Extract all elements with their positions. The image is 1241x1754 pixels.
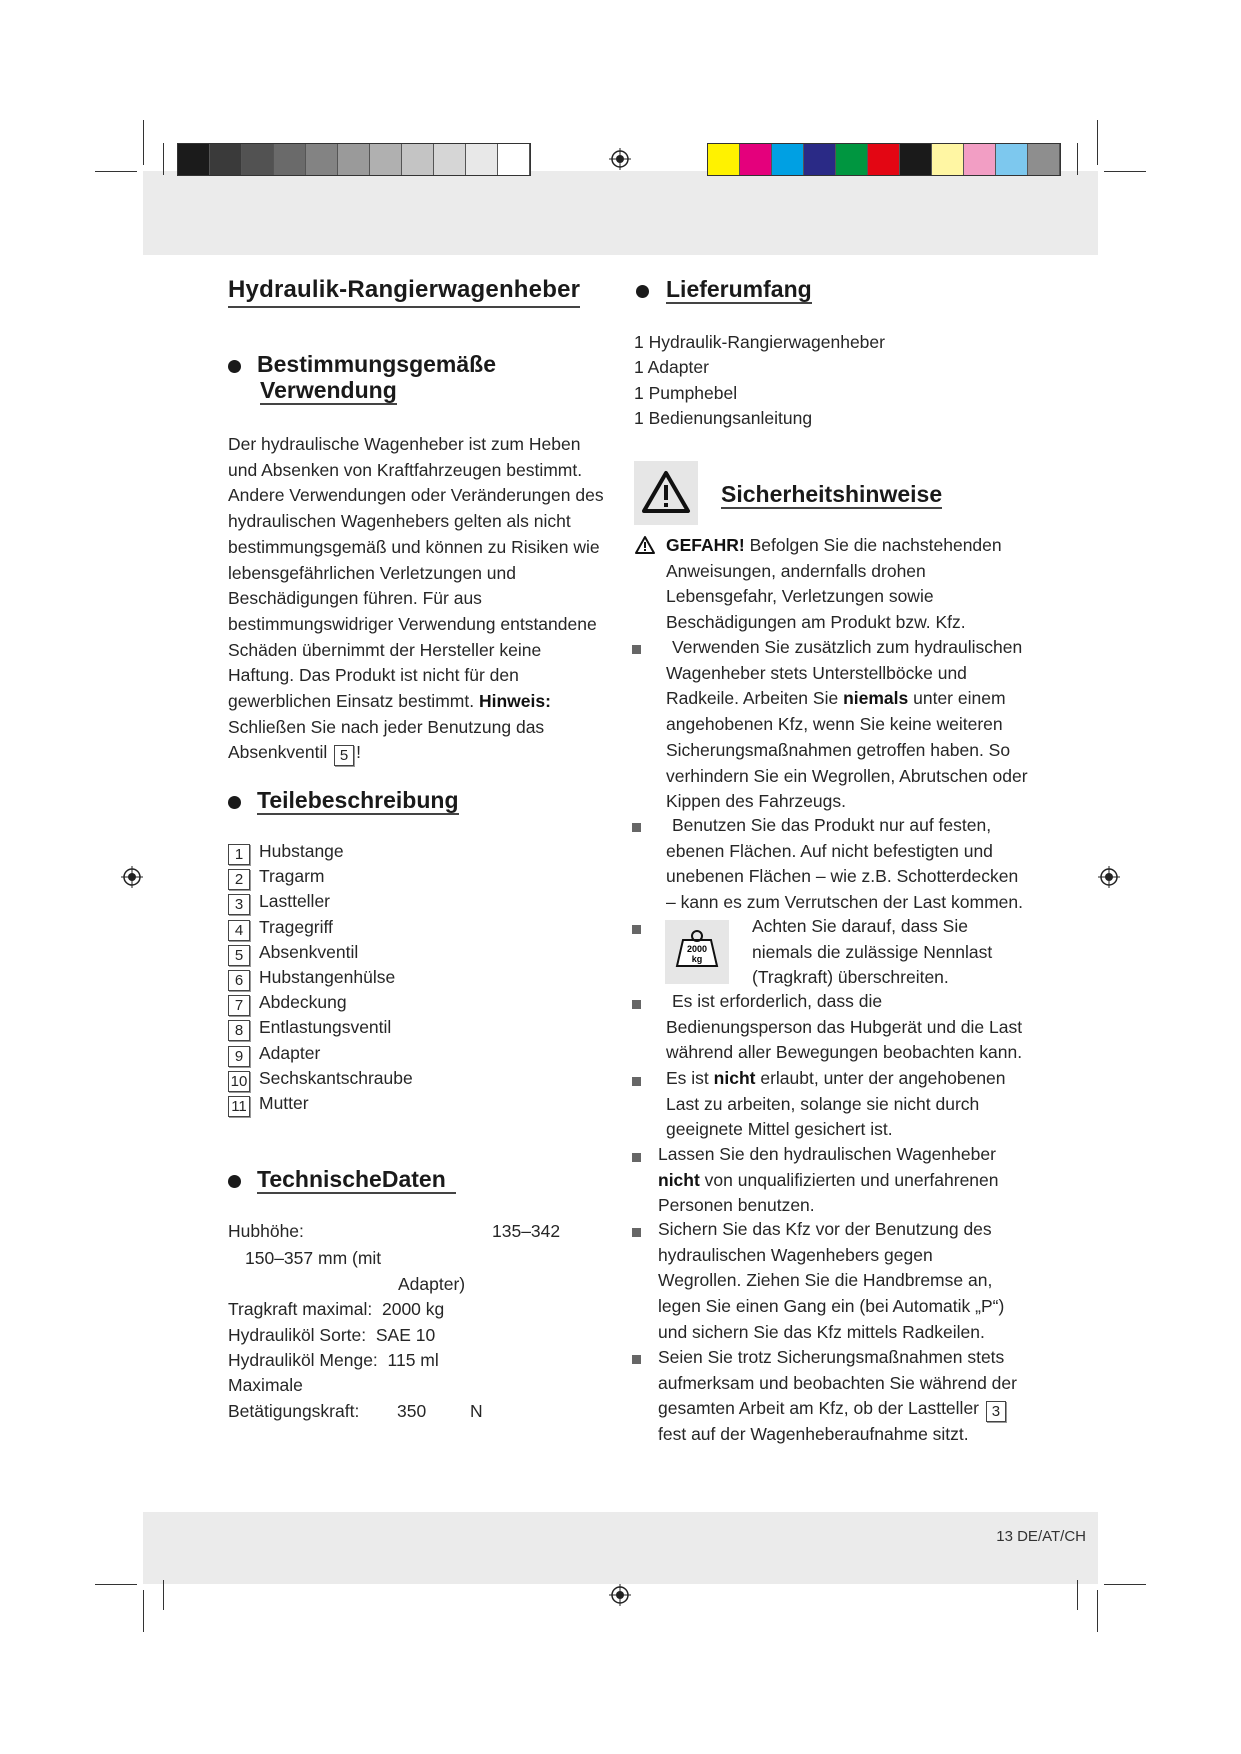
part-item [228, 864, 588, 889]
b6-text-b: von unqualifizierten und unerfahrenen Personen benutzen. [658, 1169, 999, 1216]
part-label: Lastteller [259, 891, 331, 912]
color-swatch [996, 144, 1028, 175]
crop-mark [143, 120, 144, 165]
tech-oil-type-label: Hydrauliköl Sorte: [228, 1325, 367, 1345]
delivery-list [634, 330, 885, 431]
b8-text-b: fest auf der Wagenheberaufnahme sitzt. [658, 1424, 969, 1445]
registration-mark-icon [609, 148, 631, 170]
safety-bullet-1 [666, 635, 1030, 815]
gray-swatch [434, 144, 466, 175]
part-label: Absenkventil [259, 941, 359, 962]
part-number-box: 9 [228, 1046, 250, 1067]
usage-paragraph [228, 432, 608, 766]
color-swatch [1028, 144, 1060, 175]
b8-text-a: Seien Sie trotz Sicherungsmaßnahmen stets aufmerksam und beobachten Sie während der gesamten Arbeit am Kfz, ob der Lastteller [658, 1347, 1017, 1419]
color-swatch [708, 144, 740, 175]
crop-mark [1097, 1590, 1098, 1632]
gray-swatch [306, 144, 338, 175]
bullet-square-icon [632, 1077, 641, 1086]
crop-mark [1097, 120, 1098, 165]
usage-heading-line1: Bestimmungsgemäße [257, 351, 497, 377]
section-bullet-icon [228, 796, 241, 809]
crop-mark [1104, 1584, 1146, 1585]
gray-swatch [338, 144, 370, 175]
bullet-square-icon [632, 1355, 641, 1364]
tech-force-unit: N [470, 1401, 483, 1421]
tech-oil-amount [228, 1348, 439, 1373]
part-label: Mutter [259, 1092, 309, 1113]
registration-mark-icon [121, 866, 143, 888]
part-number-box: 1 [228, 844, 250, 865]
part-number-box: 10 [228, 1071, 250, 1092]
safety-bullet-2: Benutzen Sie das Produkt nur auf festen, ebenen Flächen. Auf nicht befestigten und unebenen Flächen – wie z.B. Schotterdecken – kann es zum Verrutschen der Last kommen. [666, 815, 1023, 913]
crop-mark [1077, 1580, 1078, 1610]
top-gray-band [143, 171, 1098, 255]
part-item [228, 1091, 588, 1116]
part-label: Hubstangenhülse [259, 966, 396, 987]
warning-triangle-icon [634, 461, 698, 525]
delivery-heading-text: Lieferumfang [666, 276, 812, 302]
b1-bold: niemals [843, 688, 909, 709]
b1-text-b: unter einem angehobenen Kfz, wenn Sie keine weiteren Sicherungsmaßnahmen getroffen haben. So verhindern Sie ein Wegrollen, Abrutschen oder Kippen des Fahrzeugs. [666, 688, 1028, 812]
gray-swatch [402, 144, 434, 175]
danger-label: GEFAHR! [666, 535, 745, 555]
parts-heading [228, 787, 459, 815]
b6-bold: nicht [658, 1169, 700, 1190]
part-number-box: 2 [228, 869, 250, 890]
note-label: Hinweis: [478, 691, 551, 712]
part-item [228, 839, 588, 864]
b1-text-a: Verwenden Sie zusätzlich zum hydraulischen Wagenheber stets Unterstellböcke und Radkeile. Arbeiten Sie [666, 637, 1023, 709]
part-label: Tragegriff [259, 916, 333, 937]
crop-mark [143, 1590, 144, 1632]
tech-force-label-1: Maximale [228, 1375, 303, 1395]
b5-text-b: erlaubt, unter der angehobenen Last zu arbeiten, solange sie nicht durch geeignete Mittel gesichert ist. [666, 1068, 1006, 1140]
part-item [228, 915, 588, 940]
safety-bullet-6 [658, 1142, 1020, 1219]
weight-icon-value: 2000 [686, 944, 708, 954]
part-number-box: 11 [228, 1096, 250, 1117]
tech-hub-adapter-2: Adapter) [398, 1274, 466, 1294]
usage-heading-line2: Verwendung [260, 377, 397, 403]
part-item [228, 1015, 588, 1040]
crop-mark [95, 171, 137, 172]
grayscale-color-bar [177, 143, 531, 176]
gray-swatch [178, 144, 210, 175]
registration-mark-icon [1098, 866, 1120, 888]
part-label: Hubstange [259, 841, 344, 861]
color-swatch [772, 144, 804, 175]
section-bullet-icon [228, 360, 241, 373]
tech-heading-text: TechnischeDaten [257, 1166, 456, 1194]
delivery-item: 1 Bedienungsanleitung [634, 407, 813, 428]
parts-list [228, 839, 588, 1116]
usage-text: Der hydraulische Wagenheber ist zum Heben und Absenken von Kraftfahrzeugen bestimmt. Andere Verwendungen oder Veränderungen des hydraulischen Wagenhebers gelten als nicht bestimmungsgemäß und können zu Risiken wie lebensgefährlichen Verletzungen und Beschädigungen führen. Für aus bestimmungswidriger Verwendung entstandene Schäden übernimmt der Hersteller keine Haftung. Das Produkt ist nicht für den gewerblichen Einsatz bestimmt. [228, 434, 604, 712]
section-bullet-icon [228, 1175, 241, 1188]
process-color-bar [707, 143, 1061, 176]
safety-bullet-5 [666, 1066, 1026, 1143]
bottom-gray-band [143, 1512, 1098, 1584]
crop-mark [163, 1580, 164, 1610]
tech-hub-value: 135–342 [492, 1221, 561, 1241]
delivery-item: 1 Adapter [634, 357, 709, 378]
part-ref-box: 3 [986, 1401, 1006, 1422]
usage-heading [228, 351, 608, 405]
crop-mark [163, 143, 164, 175]
delivery-item: 1 Hydraulik-Rangierwagenheber [634, 332, 885, 352]
part-item [228, 889, 588, 914]
part-number-box: 3 [228, 894, 250, 915]
b6-text-a: Lassen Sie den hydraulischen Wagenheber [658, 1144, 996, 1164]
gray-swatch [370, 144, 402, 175]
bullet-square-icon [632, 925, 641, 934]
part-item [228, 990, 588, 1015]
part-item [228, 1041, 588, 1066]
part-label: Adapter [259, 1042, 321, 1063]
parts-heading-text: Teilebeschreibung [257, 787, 459, 813]
bullet-square-icon [632, 1153, 641, 1162]
part-number-box: 6 [228, 970, 250, 991]
b5-bold: nicht [713, 1068, 756, 1088]
part-item [228, 1066, 588, 1091]
part-label: Entlastungsventil [259, 1017, 392, 1038]
bullet-square-icon [632, 823, 641, 832]
delivery-heading [636, 276, 812, 304]
safety-bullet-4: Es ist erforderlich, dass die Bedienungsperson das Hubgerät und die Last während aller Bewegungen beobachten kann. [666, 991, 1023, 1063]
gray-swatch [498, 144, 530, 175]
safety-heading-text: Sicherheitshinweise [721, 481, 943, 507]
safety-bullet-8 [658, 1345, 1022, 1448]
part-number-box: 5 [228, 945, 250, 966]
danger-paragraph [666, 533, 1026, 636]
page-number: 13 DE/AT/CH [996, 1528, 1086, 1545]
part-label: Sechskantschraube [259, 1067, 413, 1088]
part-item [228, 940, 588, 965]
b5-text-a: Es ist [666, 1068, 714, 1088]
warning-icon-box [634, 461, 698, 525]
color-swatch [804, 144, 836, 175]
tech-load [228, 1297, 444, 1322]
page-title: Hydraulik-Rangierwagenheber [228, 276, 580, 308]
color-swatch [868, 144, 900, 175]
bullet-square-icon [632, 1000, 641, 1009]
bullet-square-icon [632, 1228, 641, 1237]
registration-mark-icon [609, 1584, 631, 1606]
tech-load-label: Tragkraft maximal: [228, 1299, 373, 1319]
tech-oil-amount-value: 115 ml [387, 1350, 439, 1370]
part-label: Tragarm [259, 866, 325, 887]
safety-bullet-7: Sichern Sie das Kfz vor der Benutzung des hydraulischen Wagenhebers gegen Wegrollen. Ziehen Sie die Handbremse an, legen Sie einen Gang ein (bei Automatik „P“) und sichern Sie das Kfz mittels Radkeilen. [658, 1219, 1005, 1342]
tech-hub-adapter-1: 150–357 mm (mit [245, 1248, 382, 1268]
tech-heading [228, 1166, 456, 1194]
gray-swatch [466, 144, 498, 175]
part-number-box: 7 [228, 995, 250, 1016]
crop-mark [1104, 171, 1146, 172]
section-bullet-icon [636, 285, 649, 298]
tech-oil-type [228, 1323, 435, 1348]
bullet-square-icon [632, 645, 641, 654]
delivery-item: 1 Pumphebel [634, 382, 738, 403]
color-swatch [836, 144, 868, 175]
tech-oil-amount-label: Hydrauliköl Menge: [228, 1350, 378, 1370]
gray-swatch [210, 144, 242, 175]
weight-icon-unit: kg [691, 954, 703, 964]
tech-force-label-2: Betätigungskraft: [228, 1401, 360, 1421]
note-text: Schließen Sie nach jeder Benutzung das Absenkventil [228, 716, 545, 763]
color-swatch [740, 144, 772, 175]
safety-heading [721, 481, 942, 509]
note-end: ! [356, 742, 361, 763]
gray-swatch [274, 144, 306, 175]
tech-hub-label: Hubhöhe: [228, 1221, 304, 1241]
part-number-box: 8 [228, 1020, 250, 1041]
part-number-box: 4 [228, 920, 250, 941]
part-item [228, 965, 588, 990]
color-swatch [900, 144, 932, 175]
weight-icon-box [665, 920, 729, 984]
tech-force-value: 350 [397, 1401, 427, 1421]
part-ref-box: 5 [334, 745, 354, 766]
part-label: Abdeckung [259, 992, 347, 1013]
crop-mark [95, 1584, 137, 1585]
safety-bullet-3: Achten Sie darauf, dass Sie niemals die zulässige Nennlast (Tragkraft) überschreiten. [752, 916, 993, 988]
weight-2000kg-icon [665, 920, 729, 984]
color-swatch [932, 144, 964, 175]
color-swatch [964, 144, 996, 175]
danger-text: Befolgen Sie die nachstehenden Anweisungen, andernfalls drohen Lebensgefahr, Verletzungen sowie Beschädigungen am Produkt bzw. Kfz. [666, 535, 1002, 633]
gray-swatch [242, 144, 274, 175]
tech-load-value: 2000 kg [381, 1299, 445, 1319]
danger-triangle-icon [634, 535, 656, 555]
crop-mark [1077, 143, 1078, 175]
tech-oil-type-value: SAE 10 [375, 1325, 436, 1345]
